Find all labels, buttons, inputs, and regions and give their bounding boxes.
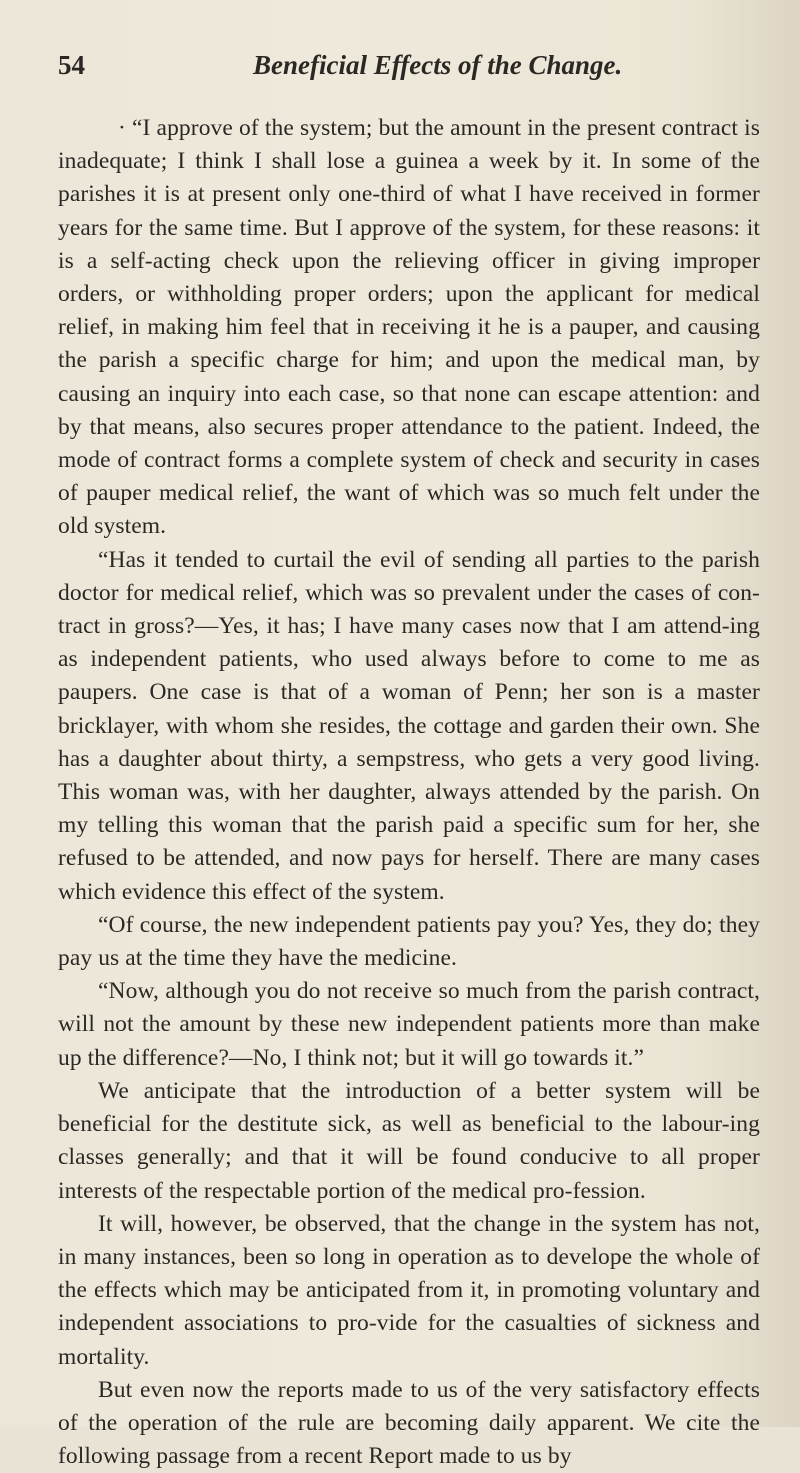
paragraph-6: It will, however, be observed, that the change in the system has not, in many instances, been so long in operation as to develope the whole of the effects which may be anticipated from it, in promoting voluntary and independent associations to pro-vide for the casualties of sickness and mortality. bbox=[58, 1210, 760, 1370]
page-number: 54 bbox=[58, 50, 85, 80]
paragraph-5: We anticipate that the introduction of a better system will be beneficial for the destitute sick, as well as beneficial to the labour-ing classes generally; and that it will be found conducive to all proper interests of the respectable portion of the medical pro-fession. bbox=[58, 1077, 760, 1204]
page-header bbox=[58, 50, 760, 90]
page-body bbox=[58, 112, 760, 1473]
paragraph-2: “Has it tended to curtail the evil of sending all parties to the parish doctor for medical relief, which was so prevalent under the cases of con-tract in gross?—Yes, it has; I have many cases now that I am attend-ing as independent patients, who used always before to come to me as paupers. One case is that of a woman of Penn; her son is a master bricklayer, with whom she resides, the cottage and garden their own. She has a daughter about thirty, a sempstress, who gets a very good living. This woman was, with her daughter, always attended by the parish. On my telling this woman that the parish paid a specific sum for her, she refused to be attended, and now pays for herself. There are many cases which evidence this effect of the system. bbox=[58, 546, 760, 905]
paragraph-4: “Now, although you do not receive so much from the parish contract, will not the amount by these new independent patients more than make up the difference?—No, I think not; but it will go towards it.” bbox=[58, 978, 760, 1071]
paragraph-7: But even now the reports made to us of the very satisfactory effects of the operation of the rule are becoming daily apparent. We cite the following passage from a recent Report made to us by bbox=[58, 1376, 760, 1470]
paragraph-3: “Of course, the new independent patients pay you? Yes, they do; they pay us at the time they have the medicine. bbox=[58, 911, 760, 972]
running-head: Beneficial Effects of the Change. bbox=[253, 50, 623, 80]
paragraph-1: · “I approve of the system; but the amount in the present contract is inadequate; I think I shall lose a guinea a week by it. In some of the parishes it is at present only one-third of what I have received in former years for the same time. But I approve of the system, for these reasons: it is a self-acting check upon the relieving officer in giving improper orders, or withholding proper orders; upon the applicant for medical relief, in making him feel that in receiving it he is a pauper, and causing the parish a specific charge for him; and upon the medical man, by causing an inquiry into each case, so that none can escape attention: and by that means, also secures proper attendance to the patient. Indeed, the mode of contract forms a complete system of check and security in cases of pauper medical relief, the want of which was so much felt under the old system. bbox=[58, 115, 760, 540]
